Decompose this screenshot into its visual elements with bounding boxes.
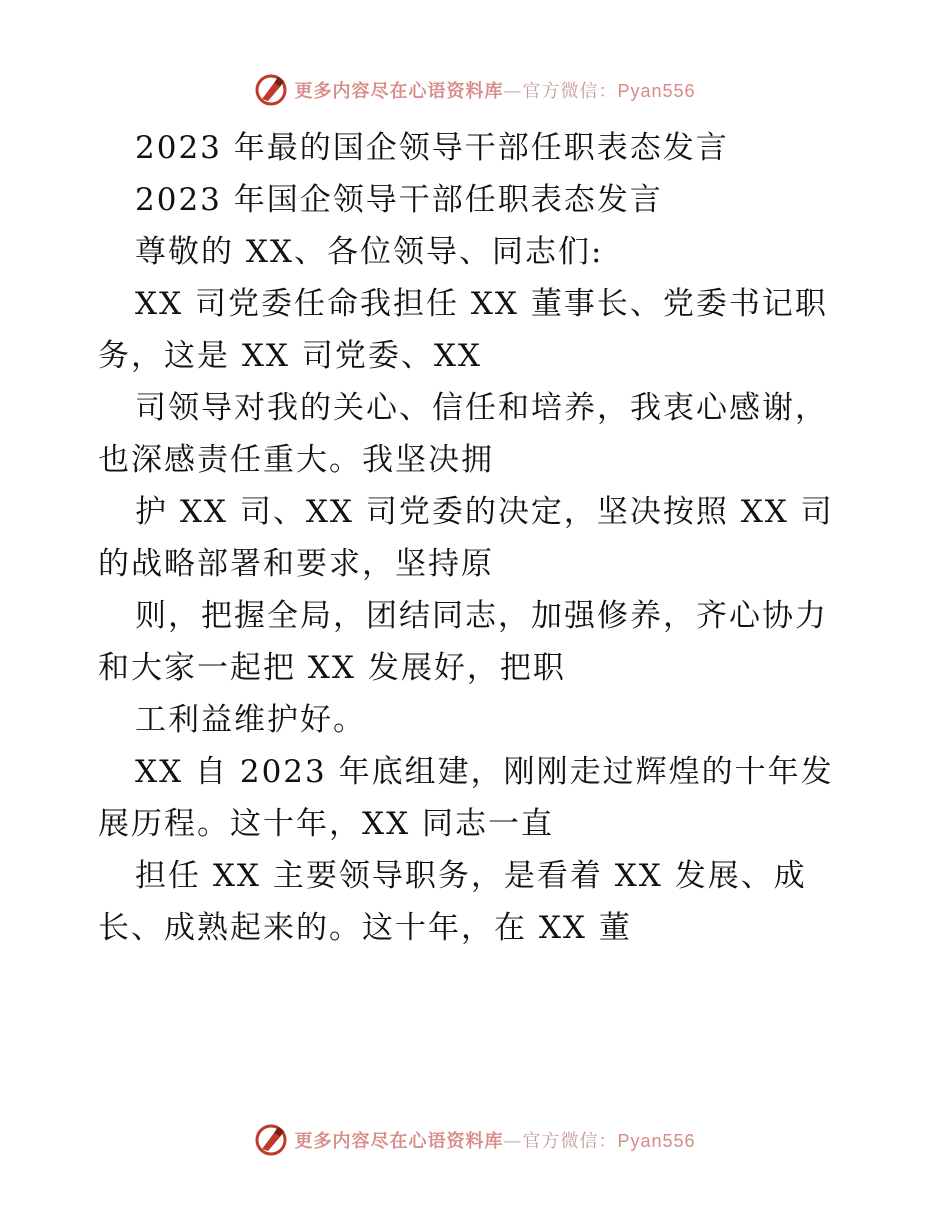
watermark-main-text: 更多内容尽在心语资料库 (294, 81, 504, 102)
pen-nib-logo-icon (254, 1123, 288, 1157)
document-body (98, 122, 858, 954)
document-line: 工利益维护好。 (135, 702, 366, 738)
document-line: 也深感责任重大。我坚决拥 (98, 442, 494, 478)
watermark-separator: — (503, 1131, 523, 1152)
document-line: 担任 XX 主要领导职务，是看着 XX 发展、成 (135, 858, 807, 894)
document-line: 2023 年国企领导干部任职表态发言 (135, 182, 663, 218)
document-line: XX 自 2023 年底组建，刚刚走过辉煌的十年发 (135, 754, 834, 790)
document-line: 务，这是 XX 司党委、XX (98, 338, 482, 374)
watermark-wechat-id: Pyan556 (617, 1131, 696, 1151)
document-line: 2023 年最的国企领导干部任职表态发言 (135, 130, 729, 166)
watermark-footer (0, 1120, 950, 1160)
document-line: 尊敬的 XX、各位领导、同志们: (135, 234, 604, 270)
document-line: 长、成熟起来的。这十年，在 XX 董 (98, 910, 632, 946)
watermark-text (294, 77, 695, 103)
watermark-wechat-id: Pyan556 (617, 81, 696, 101)
watermark-main-text: 更多内容尽在心语资料库 (294, 1131, 504, 1152)
watermark-wechat-label: 官方微信： (522, 81, 618, 102)
document-line: XX 司党委任命我担任 XX 董事长、党委书记职 (135, 286, 828, 322)
document-line: 护 XX 司、XX 司党委的决定，坚决按照 XX 司 (135, 494, 834, 530)
document-line: 则，把握全局，团结同志，加强修养，齐心协力 (135, 598, 828, 634)
pen-nib-logo-icon (254, 73, 288, 107)
watermark-header (0, 70, 950, 110)
watermark-wechat-label: 官方微信： (522, 1131, 618, 1152)
watermark-separator: — (503, 81, 523, 102)
document-line: 司领导对我的关心、信任和培养，我衷心感谢， (135, 390, 828, 426)
document-line: 和大家一起把 XX 发展好，把职 (98, 650, 566, 686)
document-line: 的战略部署和要求，坚持原 (98, 546, 494, 582)
watermark-text (294, 1127, 695, 1153)
document-line: 展历程。这十年，XX 同志一直 (98, 806, 554, 842)
